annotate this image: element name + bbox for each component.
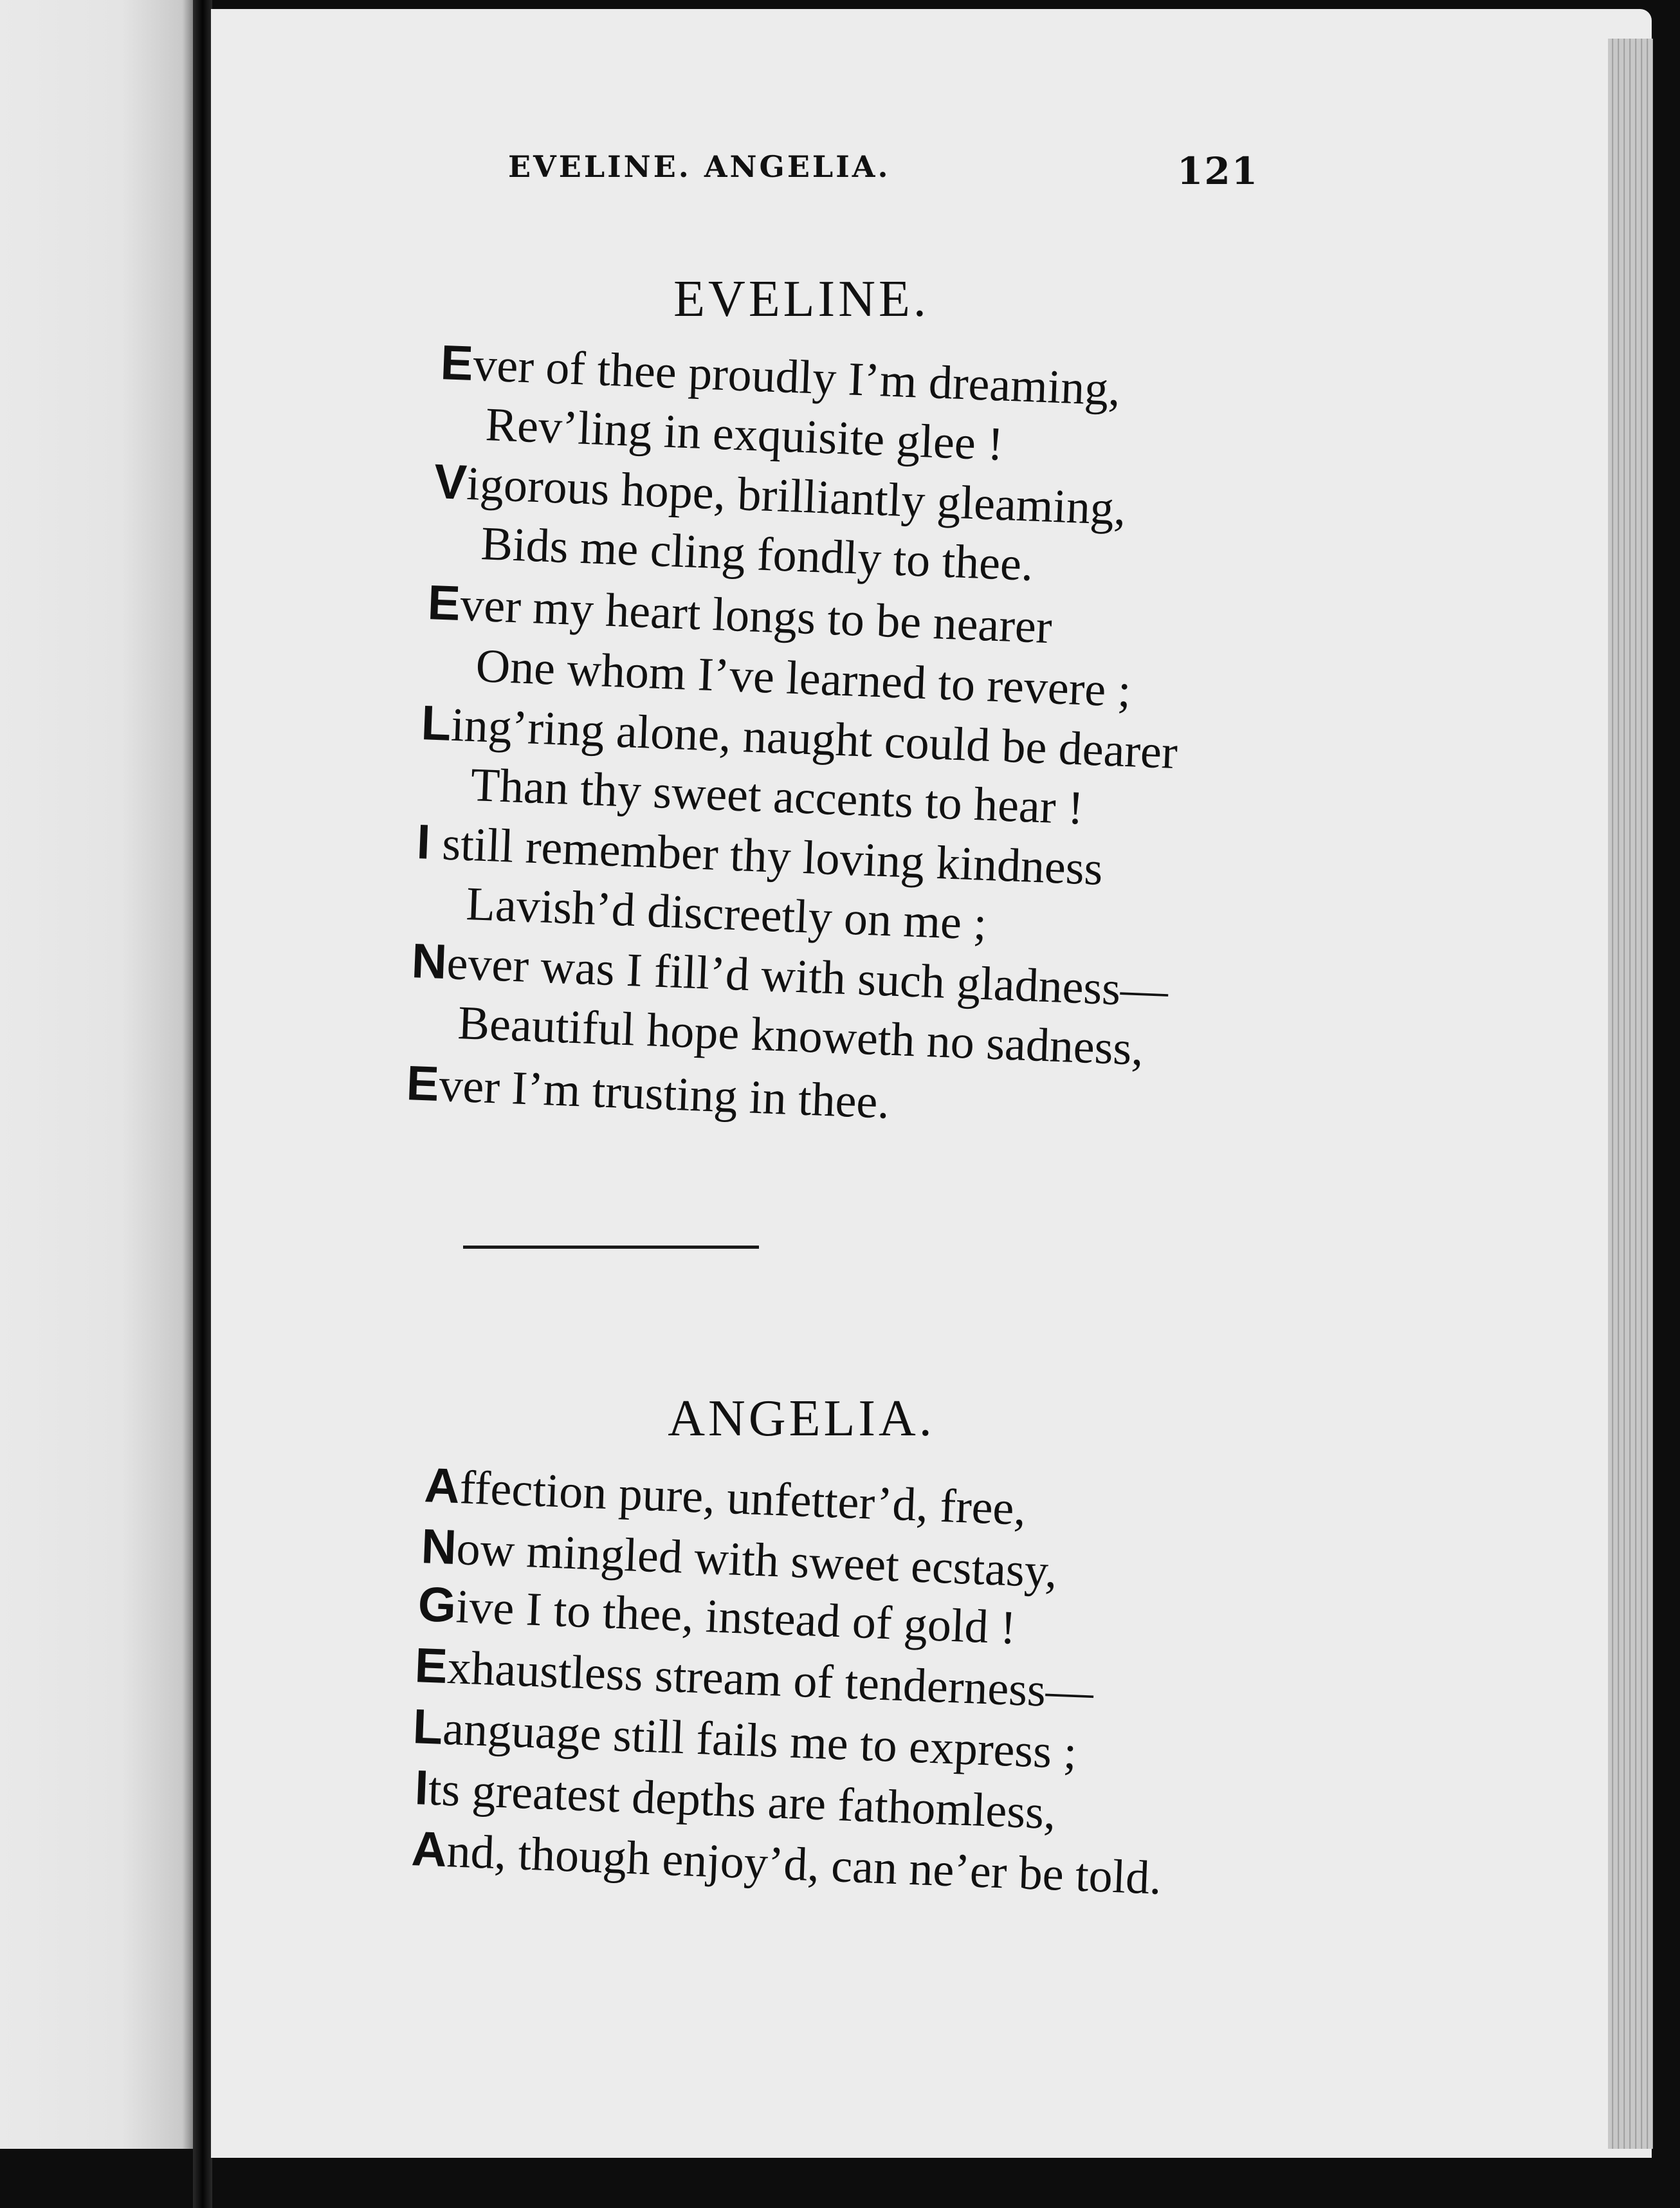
page-number: 121 [1177,149,1259,193]
line-text: ver of thee proudly I’m dreaming, [472,338,1122,416]
line-text: Than thy sweet accents to hear ! [470,759,1085,835]
poem-title-angelia: ANGELIA. [668,1390,935,1447]
line-text: Bids me cling fondly to thee. [480,517,1034,591]
poem-title-eveline: EVELINE. [673,271,929,327]
acrostic-capital: E [414,1638,449,1694]
line-text: xhaustless stream of tenderness— [446,1641,1095,1719]
book-gutter [193,0,212,2208]
line-text: ever was I fill’d with such gladness— [446,937,1169,1018]
acrostic-capital: E [439,335,475,391]
page-edges [1608,39,1653,2149]
acrostic-capital: N [420,1519,458,1576]
acrostic-capital: A [410,1821,448,1878]
line-text: igorous hope, brilliantly gleaming, [466,457,1128,536]
line-text: anguage still fails me to express ; [441,1702,1078,1780]
line-text: ing’ring alone, naught could be dearer [450,698,1179,780]
acrostic-capital: I [414,1760,430,1816]
running-head-title: EVELINE. ANGELIA. [508,149,891,184]
acrostic-capital: L [420,695,453,751]
line-text: Beautiful hope knoweth no sadness, [457,997,1145,1076]
line-text: ow mingled with sweet ecstasy, [455,1522,1059,1598]
line-text: ive I to thee, instead of gold ! [455,1580,1018,1655]
section-divider [463,1246,759,1249]
line-text: Rev’ling in exquisite glee ! [484,398,1005,471]
line-text: still remember thy loving kindness [429,816,1104,896]
line-text: ver my heart longs to be nearer [459,578,1054,654]
acrostic-capital: G [417,1577,457,1633]
acrostic-capital: L [412,1699,444,1755]
acrostic-capital: V [433,454,468,510]
line-text: One whom I’ve learned to revere ; [475,639,1132,718]
line-text: Lavish’d discreetly on me ; [465,878,988,951]
acrostic-capital: A [423,1458,461,1514]
line-text: ffection pure, unfetter’d, free, [459,1461,1027,1536]
line-text: ver I’m trusting in thee. [438,1058,891,1129]
acrostic-capital: N [410,934,448,990]
acrostic-capital: E [426,575,462,631]
acrostic-capital: E [405,1056,441,1112]
acrostic-capital: I [415,814,432,870]
line-text: ts greatest depths are fathomless, [427,1762,1057,1840]
line-text: nd, though enjoy’d, can ne’er be told. [446,1825,1163,1905]
